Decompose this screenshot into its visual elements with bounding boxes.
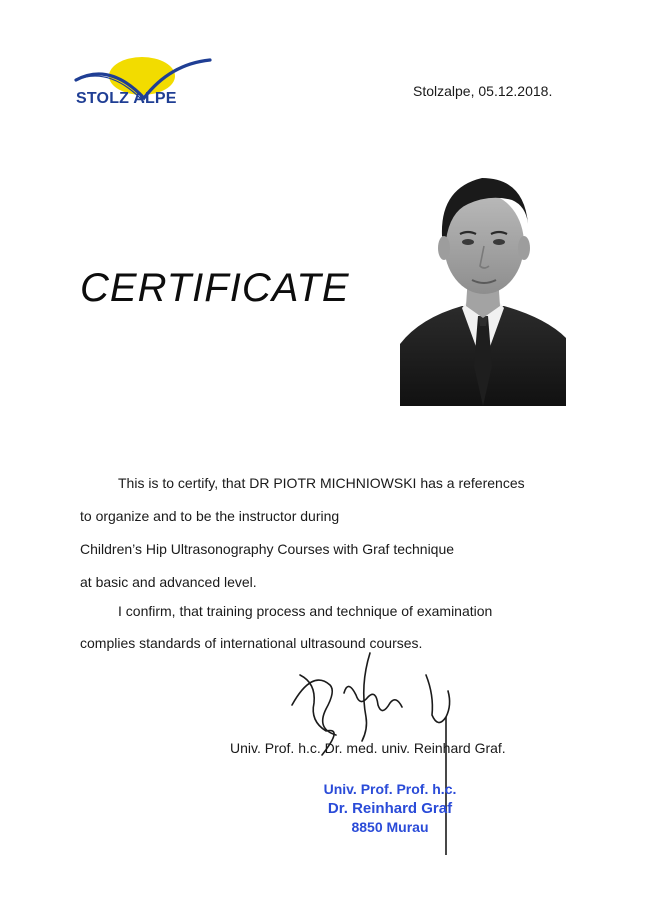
body-line: complies standards of international ultrasound courses.: [80, 635, 423, 651]
logo-text: STOLZ ALPE: [76, 90, 177, 107]
body-line: I confirm, that training process and technique of examination: [118, 603, 493, 619]
body-line: at basic and advanced level.: [80, 574, 257, 590]
page-title: CERTIFICATE: [80, 266, 350, 310]
stamp-line-title: Univ. Prof. Prof. h.c.: [323, 781, 457, 797]
stolzalpe-logo: [70, 52, 220, 114]
body-line: to organize and to be the instructor during: [80, 508, 340, 524]
stamp-line-name: Dr. Reinhard Graf: [327, 800, 453, 817]
official-stamp: [300, 780, 480, 837]
portrait-photo: [400, 166, 566, 406]
body-line: This is to certify, that DR PIOTR MICHNIOWSKI has a references: [118, 475, 525, 491]
body-line: Children’s Hip Ultrasonography Courses with Graf technique: [80, 541, 455, 557]
signer-name: Univ. Prof. h.c. Dr. med. univ. Reinhard Graf.: [230, 740, 506, 756]
document-date: Stolzalpe, 05.12.2018.: [413, 83, 553, 99]
stamp-line-address: 8850 Murau: [351, 819, 429, 835]
